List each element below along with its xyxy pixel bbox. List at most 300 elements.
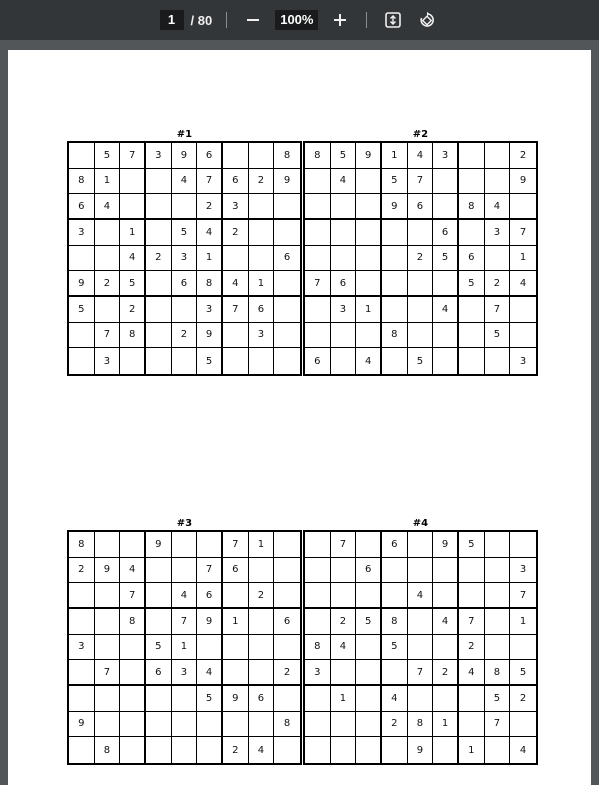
sudoku-cell: 2 xyxy=(223,220,249,246)
sudoku-cell xyxy=(249,558,275,584)
sudoku-cell xyxy=(120,532,146,558)
sudoku-cell xyxy=(95,635,121,661)
sudoku-cell xyxy=(433,194,459,220)
sudoku-cell: 4 xyxy=(95,194,121,220)
sudoku-cell xyxy=(146,348,172,374)
sudoku-cell: 9 xyxy=(433,532,459,558)
sudoku-cell xyxy=(356,686,382,712)
sudoku-puzzle-4 xyxy=(303,518,538,765)
sudoku-cell: 6 xyxy=(197,583,223,609)
sudoku-cell: 8 xyxy=(120,323,146,349)
sudoku-cell: 5 xyxy=(459,271,485,297)
fit-page-icon xyxy=(384,11,402,29)
sudoku-cell: 3 xyxy=(172,660,198,686)
sudoku-cell xyxy=(382,737,408,763)
sudoku-cell xyxy=(249,246,275,272)
sudoku-cell xyxy=(120,712,146,738)
sudoku-cell: 3 xyxy=(519,355,527,367)
sudoku-cell: 8 xyxy=(382,323,408,349)
sudoku-cell xyxy=(305,220,331,246)
sudoku-cell xyxy=(223,323,249,349)
sudoku-cell xyxy=(331,737,357,763)
sudoku-cell xyxy=(274,686,300,712)
sudoku-cell xyxy=(331,660,357,686)
sudoku-cell xyxy=(274,583,300,609)
sudoku-cell: 1 xyxy=(197,246,223,272)
sudoku-cell xyxy=(172,348,198,374)
sudoku-cell: 4 xyxy=(120,246,146,272)
sudoku-cell xyxy=(95,297,121,323)
sudoku-cell xyxy=(95,609,121,635)
sudoku-cell xyxy=(69,348,95,374)
sudoku-cell: 7 xyxy=(95,660,121,686)
sudoku-cell xyxy=(120,194,146,220)
sudoku-cell: 6 xyxy=(223,169,249,195)
sudoku-cell: 5 xyxy=(95,143,121,169)
sudoku-cell: 3 xyxy=(485,220,511,246)
sudoku-cell xyxy=(146,712,172,738)
sudoku-cell xyxy=(146,583,172,609)
sudoku-cell xyxy=(249,220,275,246)
sudoku-cell: 9 xyxy=(172,143,198,169)
sudoku-cell xyxy=(485,583,511,609)
sudoku-cell xyxy=(274,271,300,297)
sudoku-cell xyxy=(459,686,485,712)
sudoku-cell xyxy=(172,686,198,712)
sudoku-cell: 1 xyxy=(249,271,275,297)
sudoku-cell xyxy=(120,635,146,661)
rotate-button[interactable] xyxy=(415,8,439,32)
sudoku-cell: 7 xyxy=(305,271,331,297)
sudoku-cell xyxy=(331,558,357,584)
sudoku-cell xyxy=(356,194,382,220)
sudoku-cell: 8 xyxy=(408,712,434,738)
sudoku-cell: 2 xyxy=(69,558,95,584)
sudoku-cell xyxy=(510,635,536,661)
sudoku-cell: 8 xyxy=(197,271,223,297)
sudoku-cell: 2 xyxy=(408,246,434,272)
sudoku-cell xyxy=(249,712,275,738)
sudoku-cell xyxy=(172,297,198,323)
sudoku-cell xyxy=(408,271,434,297)
sudoku-cell xyxy=(146,169,172,195)
sudoku-cell: 1 xyxy=(223,609,249,635)
document-viewer[interactable] xyxy=(0,40,599,785)
sudoku-cell: 3 xyxy=(433,143,459,169)
sudoku-cell: 5 xyxy=(120,271,146,297)
sudoku-cell: 7 xyxy=(510,220,536,246)
sudoku-cell xyxy=(433,686,459,712)
sudoku-cell: 2 xyxy=(95,271,121,297)
sudoku-cell: 2 xyxy=(510,686,536,712)
sudoku-cell xyxy=(459,583,485,609)
sudoku-cell xyxy=(146,194,172,220)
sudoku-cell xyxy=(356,220,382,246)
sudoku-cell xyxy=(95,220,121,246)
rotate-icon xyxy=(418,11,436,29)
sudoku-cell xyxy=(197,532,223,558)
sudoku-cell xyxy=(382,348,408,374)
sudoku-cell: 4 xyxy=(433,609,459,635)
sudoku-cell: 2 xyxy=(146,246,172,272)
view-controls xyxy=(381,8,439,32)
pdf-page xyxy=(8,50,591,785)
sudoku-cell: 9 xyxy=(146,532,172,558)
sudoku-cell: 6 xyxy=(408,194,434,220)
sudoku-cell xyxy=(305,532,331,558)
sudoku-cell: 8 xyxy=(120,609,146,635)
sudoku-cell: 4 xyxy=(197,220,223,246)
sudoku-cell: 5 xyxy=(485,686,511,712)
sudoku-cell xyxy=(459,712,485,738)
sudoku-cell xyxy=(510,297,536,323)
sudoku-cell: 7 xyxy=(485,297,511,323)
sudoku-cell xyxy=(120,169,146,195)
sudoku-cell: 4 xyxy=(485,194,511,220)
sudoku-cell xyxy=(331,583,357,609)
sudoku-cell xyxy=(305,169,331,195)
sudoku-cell: 4 xyxy=(249,737,275,763)
sudoku-cell xyxy=(459,348,485,374)
sudoku-cell: 3 xyxy=(69,635,95,661)
pdf-toolbar xyxy=(0,0,599,40)
sudoku-cell: 7 xyxy=(408,660,434,686)
sudoku-cell xyxy=(120,660,146,686)
sudoku-cell xyxy=(356,271,382,297)
sudoku-cell: 2 xyxy=(120,297,146,323)
sudoku-puzzle-2 xyxy=(303,129,538,376)
sudoku-cell: 1 xyxy=(433,712,459,738)
sudoku-cell: 2 xyxy=(172,323,198,349)
sudoku-cell xyxy=(146,609,172,635)
sudoku-cell xyxy=(146,323,172,349)
sudoku-cell xyxy=(331,348,357,374)
sudoku-cell xyxy=(274,635,300,661)
sudoku-cell xyxy=(223,660,249,686)
sudoku-cell xyxy=(356,660,382,686)
sudoku-cell xyxy=(459,323,485,349)
sudoku-cell xyxy=(433,348,459,374)
sudoku-cell xyxy=(485,532,511,558)
sudoku-puzzle-3 xyxy=(67,518,302,765)
sudoku-cell xyxy=(382,558,408,584)
sudoku-cell xyxy=(120,686,146,712)
sudoku-cell: 5 xyxy=(459,532,485,558)
sudoku-cell: 8 xyxy=(485,660,511,686)
sudoku-cell xyxy=(485,348,511,374)
sudoku-cell: 2 xyxy=(382,712,408,738)
sudoku-cell xyxy=(146,271,172,297)
sudoku-cell xyxy=(356,635,382,661)
sudoku-cell xyxy=(433,737,459,763)
sudoku-puzzle-1 xyxy=(67,129,302,376)
sudoku-cell xyxy=(305,194,331,220)
sudoku-cell: 7 xyxy=(223,532,249,558)
sudoku-cell xyxy=(305,737,331,763)
sudoku-cell: 5 xyxy=(146,635,172,661)
sudoku-cell: 5 xyxy=(356,609,382,635)
sudoku-cell xyxy=(408,323,434,349)
sudoku-cell xyxy=(382,660,408,686)
sudoku-cell xyxy=(485,246,511,272)
sudoku-cell xyxy=(510,532,536,558)
zoom-level-input[interactable]: 100% xyxy=(275,10,318,30)
sudoku-cell xyxy=(485,635,511,661)
sudoku-cell: 4 xyxy=(172,169,198,195)
page-number-input[interactable]: 1 xyxy=(160,10,184,30)
sudoku-cell xyxy=(408,220,434,246)
sudoku-cell: 1 xyxy=(459,737,485,763)
sudoku-cell xyxy=(356,737,382,763)
sudoku-cell xyxy=(69,609,95,635)
sudoku-cell: 4 xyxy=(519,744,527,756)
sudoku-cell xyxy=(356,532,382,558)
sudoku-cell xyxy=(305,609,331,635)
sudoku-cell: 4 xyxy=(172,583,198,609)
sudoku-cell xyxy=(95,712,121,738)
sudoku-cell: 5 xyxy=(172,220,198,246)
sudoku-cell xyxy=(305,686,331,712)
sudoku-cell: 1 xyxy=(95,169,121,195)
sudoku-cell: 6 xyxy=(356,558,382,584)
sudoku-cell xyxy=(146,737,172,763)
sudoku-cell xyxy=(146,558,172,584)
sudoku-cell xyxy=(382,271,408,297)
sudoku-cell xyxy=(146,220,172,246)
sudoku-cell xyxy=(249,194,275,220)
sudoku-cell: 5 xyxy=(433,246,459,272)
sudoku-cell xyxy=(69,246,95,272)
sudoku-cell: 8 xyxy=(459,194,485,220)
sudoku-cell: 1 xyxy=(249,532,275,558)
sudoku-cell xyxy=(223,246,249,272)
sudoku-cell: 4 xyxy=(223,271,249,297)
sudoku-cell: 5 xyxy=(197,686,223,712)
sudoku-cell xyxy=(459,297,485,323)
sudoku-cell xyxy=(197,712,223,738)
sudoku-cell: 7 xyxy=(197,558,223,584)
sudoku-cell: 8 xyxy=(95,737,121,763)
sudoku-cell xyxy=(382,220,408,246)
sudoku-cell xyxy=(510,194,536,220)
sudoku-cell: 4 xyxy=(197,660,223,686)
sudoku-cell: 3 xyxy=(95,348,121,374)
sudoku-cell xyxy=(356,169,382,195)
sudoku-cell: 2 xyxy=(197,194,223,220)
sudoku-cell: 2 xyxy=(274,660,300,686)
sudoku-cell xyxy=(305,712,331,738)
sudoku-cell xyxy=(408,297,434,323)
sudoku-cell: 3 xyxy=(305,660,331,686)
minus-icon xyxy=(246,13,260,27)
sudoku-cell xyxy=(249,660,275,686)
sudoku-cell xyxy=(95,532,121,558)
sudoku-cell: 5 xyxy=(382,169,408,195)
sudoku-cell xyxy=(382,297,408,323)
sudoku-cell: 2 xyxy=(249,583,275,609)
sudoku-cell xyxy=(459,143,485,169)
sudoku-grid xyxy=(303,530,538,765)
sudoku-cell: 2 xyxy=(485,271,511,297)
sudoku-cell: 9 xyxy=(510,169,536,195)
sudoku-cell xyxy=(305,297,331,323)
sudoku-cell xyxy=(69,686,95,712)
sudoku-cell xyxy=(433,558,459,584)
sudoku-cell: 5 xyxy=(382,635,408,661)
sudoku-cell xyxy=(69,660,95,686)
sudoku-cell xyxy=(172,532,198,558)
sudoku-cell: 9 xyxy=(223,686,249,712)
sudoku-cell xyxy=(223,583,249,609)
sudoku-cell xyxy=(331,220,357,246)
sudoku-cell: 7 xyxy=(120,583,146,609)
sudoku-cell xyxy=(485,169,511,195)
sudoku-cell xyxy=(172,558,198,584)
sudoku-grid xyxy=(303,141,538,376)
sudoku-cell xyxy=(408,635,434,661)
sudoku-cell xyxy=(305,323,331,349)
sudoku-cell: 1 xyxy=(172,635,198,661)
sudoku-grid xyxy=(67,141,302,376)
sudoku-cell: 1 xyxy=(510,246,536,272)
zoom-controls xyxy=(241,8,352,32)
sudoku-cell xyxy=(223,348,249,374)
sudoku-cell xyxy=(274,737,300,763)
sudoku-cell xyxy=(274,532,300,558)
sudoku-cell: 4 xyxy=(120,558,146,584)
sudoku-cell xyxy=(485,737,511,763)
sudoku-cell xyxy=(95,246,121,272)
puzzle-title: #3 xyxy=(176,518,193,529)
sudoku-cell: 5 xyxy=(408,348,434,374)
sudoku-cell: 7 xyxy=(408,169,434,195)
puzzle-title: #4 xyxy=(412,518,429,529)
sudoku-cell xyxy=(433,583,459,609)
sudoku-cell: 8 xyxy=(305,635,331,661)
sudoku-cell: 5 xyxy=(69,297,95,323)
sudoku-cell: 4 xyxy=(331,169,357,195)
sudoku-cell: 6 xyxy=(305,348,331,374)
zoom-out-button[interactable] xyxy=(241,8,265,32)
sudoku-cell xyxy=(69,737,95,763)
sudoku-cell: 2 xyxy=(223,737,249,763)
sudoku-cell: 4 xyxy=(356,348,382,374)
sudoku-cell xyxy=(305,246,331,272)
sudoku-cell xyxy=(95,686,121,712)
sudoku-cell xyxy=(249,635,275,661)
sudoku-cell: 4 xyxy=(459,660,485,686)
sudoku-cell: 6 xyxy=(249,297,275,323)
sudoku-cell: 7 xyxy=(331,532,357,558)
sudoku-cell: 6 xyxy=(249,686,275,712)
plus-icon xyxy=(333,13,347,27)
sudoku-cell: 6 xyxy=(274,246,300,272)
sudoku-cell xyxy=(249,143,275,169)
sudoku-cell xyxy=(382,583,408,609)
sudoku-cell xyxy=(197,737,223,763)
sudoku-cell: 7 xyxy=(95,323,121,349)
sudoku-cell: 7 xyxy=(459,609,485,635)
sudoku-cell xyxy=(459,220,485,246)
sudoku-cell xyxy=(433,635,459,661)
sudoku-cell: 1 xyxy=(120,220,146,246)
sudoku-cell: 6 xyxy=(433,220,459,246)
sudoku-cell: 8 xyxy=(305,143,331,169)
sudoku-cell: 2 xyxy=(331,609,357,635)
sudoku-cell xyxy=(408,558,434,584)
sudoku-cell: 9 xyxy=(356,143,382,169)
sudoku-cell: 7 xyxy=(197,169,223,195)
sudoku-cell: 1 xyxy=(382,143,408,169)
sudoku-cell xyxy=(510,323,536,349)
fit-to-page-button[interactable] xyxy=(381,8,405,32)
sudoku-cell: 7 xyxy=(120,143,146,169)
sudoku-cell xyxy=(305,583,331,609)
sudoku-cell xyxy=(408,609,434,635)
toolbar-divider xyxy=(226,12,227,28)
sudoku-cell xyxy=(120,348,146,374)
sudoku-cell: 9 xyxy=(95,558,121,584)
sudoku-cell xyxy=(382,246,408,272)
sudoku-grid xyxy=(67,530,302,765)
sudoku-cell: 6 xyxy=(197,143,223,169)
sudoku-cell: 3 xyxy=(331,297,357,323)
sudoku-cell xyxy=(356,323,382,349)
sudoku-cell xyxy=(274,220,300,246)
puzzle-title: #2 xyxy=(412,129,429,140)
sudoku-cell xyxy=(172,194,198,220)
sudoku-cell xyxy=(69,583,95,609)
sudoku-cell: 7 xyxy=(172,609,198,635)
sudoku-cell xyxy=(274,348,300,374)
sudoku-cell: 3 xyxy=(510,558,536,584)
sudoku-cell: 2 xyxy=(459,635,485,661)
sudoku-cell xyxy=(223,143,249,169)
sudoku-cell xyxy=(223,635,249,661)
sudoku-cell: 3 xyxy=(69,220,95,246)
sudoku-cell: 4 xyxy=(331,635,357,661)
sudoku-cell: 1 xyxy=(331,686,357,712)
sudoku-cell xyxy=(172,712,198,738)
sudoku-cell xyxy=(274,558,300,584)
sudoku-cell xyxy=(433,169,459,195)
sudoku-cell: 6 xyxy=(172,271,198,297)
sudoku-cell: 4 xyxy=(433,297,459,323)
sudoku-cell: 6 xyxy=(69,194,95,220)
sudoku-cell: 6 xyxy=(459,246,485,272)
sudoku-cell: 7 xyxy=(510,583,536,609)
zoom-in-button[interactable] xyxy=(328,8,352,32)
sudoku-cell: 6 xyxy=(331,271,357,297)
sudoku-cell: 3 xyxy=(146,143,172,169)
sudoku-cell: 4 xyxy=(510,271,536,297)
sudoku-cell: 9 xyxy=(274,169,300,195)
sudoku-cell: 8 xyxy=(69,532,95,558)
sudoku-cell xyxy=(274,194,300,220)
sudoku-cell: 6 xyxy=(382,532,408,558)
sudoku-cell: 6 xyxy=(274,609,300,635)
sudoku-cell xyxy=(433,271,459,297)
sudoku-cell xyxy=(459,169,485,195)
sudoku-cell: 2 xyxy=(249,169,275,195)
sudoku-cell xyxy=(408,532,434,558)
sudoku-cell: 9 xyxy=(69,712,95,738)
sudoku-cell xyxy=(274,323,300,349)
sudoku-cell xyxy=(197,635,223,661)
sudoku-cell: 8 xyxy=(382,609,408,635)
puzzle-title: #1 xyxy=(176,129,193,140)
page-total-label: / 80 xyxy=(190,12,213,28)
